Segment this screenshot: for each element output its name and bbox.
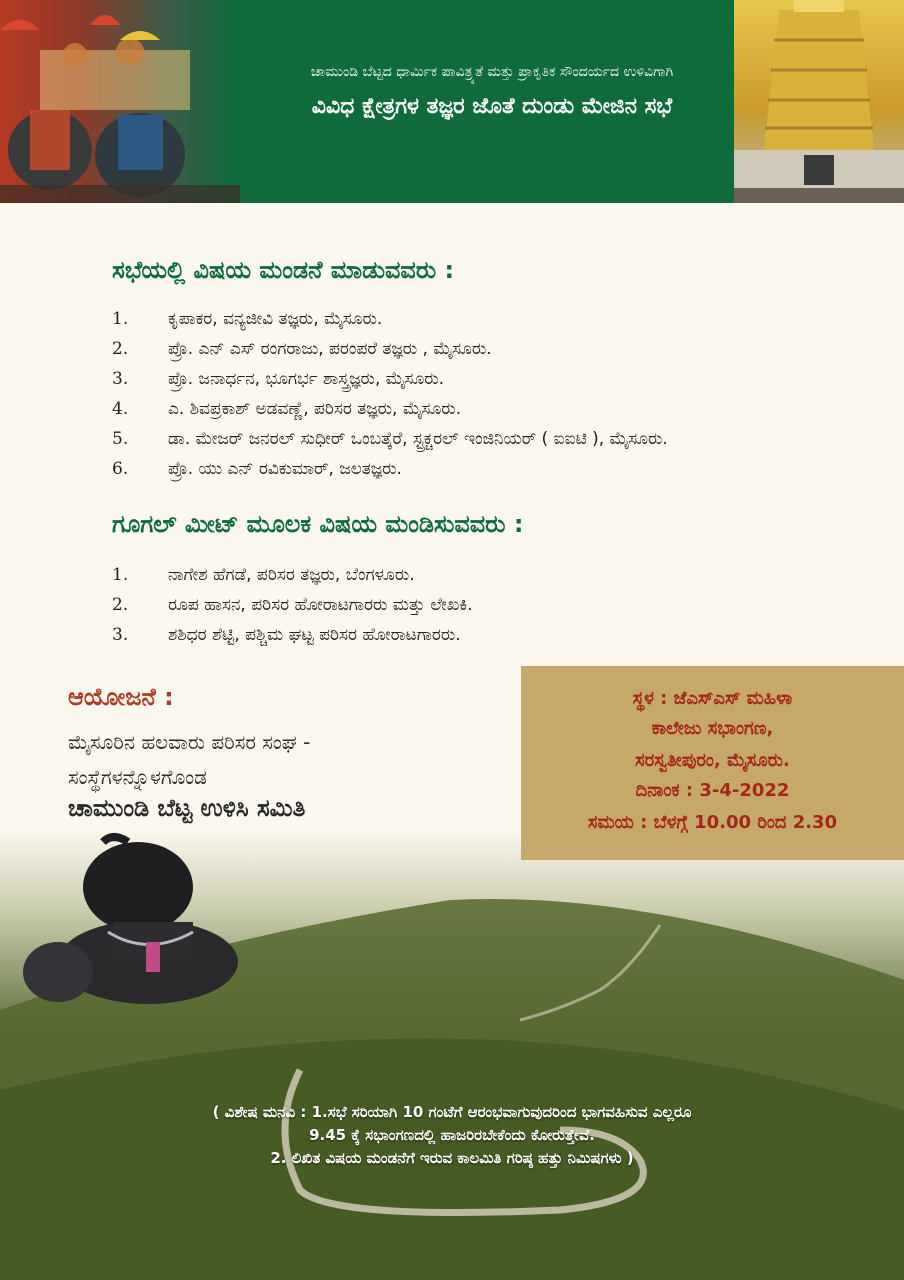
speakers-heading: ಸಭೆಯಲ್ಲಿ ವಿಷಯ ಮಂಡನೆ ಮಾಡುವವರು :: [112, 256, 455, 284]
event-date: ದಿನಾಂಕ : 3-4-2022: [635, 780, 790, 801]
item-number: 1.: [112, 309, 129, 329]
item-text: ಪ್ರೊ. ಎನ್ ಎಸ್ ರಂಗರಾಜು, ಪರಂಪರೆ ತಜ್ಞರು , ಮೈಸೂರು.: [168, 339, 492, 359]
list-item: [112, 560, 473, 590]
item-text: ಶಶಿಧರ ಶೆಟ್ಟಿ, ಪಶ್ಚಿಮ ಘಟ್ಟ ಪರಿಸರ ಹೋರಾಟಗಾರರು.: [168, 625, 461, 645]
venue-line-3: ಸರಸ್ವತೀಪುರಂ, ಮೈಸೂರು.: [635, 750, 790, 771]
note-line-3: 2. ಲಿಖಿತ ವಿಷಯ ಮಂಡನೆಗೆ ಇರುವ ಕಾಲಮಿತಿ ಗರಿಷ್ಠ ಹತ್ತು ನಿಮಿಷಗಳು ): [270, 1149, 634, 1167]
list-item: [112, 424, 668, 454]
item-number: 3.: [112, 369, 129, 389]
note-line-2: 9.45 ಕ್ಕೆ ಸಭಾಂಗಣದಲ್ಲಿ ಹಾಜರಿರಬೇಕೆಂದು ಕೋರುತ್ತೇವೆ.: [309, 1126, 595, 1144]
item-text: ನಾಗೇಶ ಹೆಗಡೆ, ಪರಿಸರ ತಜ್ಞರು, ಬೆಂಗಳೂರು.: [168, 565, 415, 585]
organizer-line-2: ಸಂಸ್ಥೆಗಳನ್ನೊಳಗೊಂಡ: [68, 765, 207, 789]
event-time: ಸಮಯ : ಬೆಳಗ್ಗೆ 10.00 ರಿಂದ 2.30: [587, 812, 838, 833]
header-banner: [0, 0, 904, 203]
venue-box: [521, 666, 904, 860]
nandi-bull-illustration: [18, 832, 240, 1007]
item-number: 6.: [112, 459, 129, 479]
item-text: ಪ್ರೊ. ಜನಾರ್ಧನ, ಭೂಗರ್ಭ ಶಾಸ್ತ್ರಜ್ಞರು, ಮೈಸೂರು.: [168, 369, 445, 389]
item-number: 2.: [112, 595, 129, 615]
organizer-heading: ಆಯೋಜನೆ :: [68, 683, 174, 711]
item-number: 3.: [112, 625, 129, 645]
item-number: 1.: [112, 565, 129, 585]
list-item: [112, 364, 668, 394]
speakers-list: [112, 304, 668, 484]
chamundeshwari-temple-illustration: [734, 0, 904, 203]
temple-gopura-image: [734, 0, 904, 203]
item-number: 5.: [112, 429, 129, 449]
item-text: ರೂಪ ಹಾಸನ, ಪರಿಸರ ಹೋರಾಟಗಾರರು ಮತ್ತು ಲೇಖಕಿ.: [168, 595, 473, 615]
header-subtitle: ಚಾಮುಂಡಿ ಬೆಟ್ಟದ ಧಾರ್ಮಿಕ ಪಾವಿತ್ರ್ಯತೆ ಮತ್ತು ಪ್ರಾಕೃತಿಕ ಸೌಂದರ್ಯದ ಉಳಿವಿಗಾಗಿ: [310, 64, 674, 80]
item-number: 2.: [112, 339, 129, 359]
item-text: ಕೃಪಾಕರ, ವನ್ಯಜೀವಿ ತಜ್ಞರು, ಮೈಸೂರು.: [168, 309, 383, 329]
list-item: [112, 454, 668, 484]
list-item: [112, 590, 473, 620]
item-text: ಎ. ಶಿವಪ್ರಕಾಶ್ ಅಡವಣ್ಣೆ, ಪರಿಸರ ತಜ್ಞರು, ಮೈಸೂರು.: [168, 399, 462, 419]
header-title: ವಿವಿಧ ಕ್ಷೇತ್ರಗಳ ತಜ್ಞರ ಜೊತೆ ದುಂಡು ಮೇಜಿನ ಸಭೆ: [311, 94, 673, 119]
venue-line-2: ಕಾಲೇಜು ಸಭಾಂಗಣ,: [651, 718, 774, 739]
item-text: ಡಾ. ಮೇಜರ್ ಜನರಲ್ ಸುಧೀರ್ ಒಂಬತ್ಕೆರೆ, ಸ್ಟ್ರಕ್ಚರಲ್ ಇಂಜಿನಿಯರ್ ( ಐಐಟಿ ), ಮೈಸೂರು.: [168, 429, 668, 449]
note-line-1: ( ವಿಶೇಷ ಮನವಿ : 1.ಸಭೆ ಸರಿಯಾಗಿ 10 ಗಂಟೆಗೆ ಆರಂಭವಾಗುವುದರಿಂದ ಭಾಗವಹಿಸುವ ಎಲ್ಲರೂ: [212, 1103, 692, 1121]
venue-line-1: ಸ್ಥಳ : ಜೆಎಸ್ಎಸ್ ಮಹಿಳಾ: [632, 688, 793, 709]
item-text: ಪ್ರೊ. ಯು ಎನ್ ರವಿಕುಮಾರ್, ಜಲತಜ್ಞರು.: [168, 459, 402, 479]
online-speakers-heading: ಗೂಗಲ್ ಮೀಟ್ ಮೂಲಕ ವಿಷಯ ಮಂಡಿಸುವವರು :: [112, 510, 524, 538]
list-item: [112, 620, 473, 650]
list-item: [112, 304, 668, 334]
list-item: [112, 394, 668, 424]
item-number: 4.: [112, 399, 129, 419]
organizer-name: ಚಾಮುಂಡಿ ಬೆಟ್ಟ ಉಳಿಸಿ ಸಮಿತಿ: [68, 794, 306, 822]
list-item: [112, 334, 668, 364]
dasara-elephants-illustration: [0, 0, 240, 203]
palace-festival-image: [0, 0, 240, 203]
nandi-statue-image: [18, 832, 240, 1007]
online-speakers-list: [112, 560, 473, 650]
organizer-line-1: ಮೈಸೂರಿನ ಹಲವಾರು ಪರಿಸರ ಸಂಘ -: [68, 730, 311, 754]
